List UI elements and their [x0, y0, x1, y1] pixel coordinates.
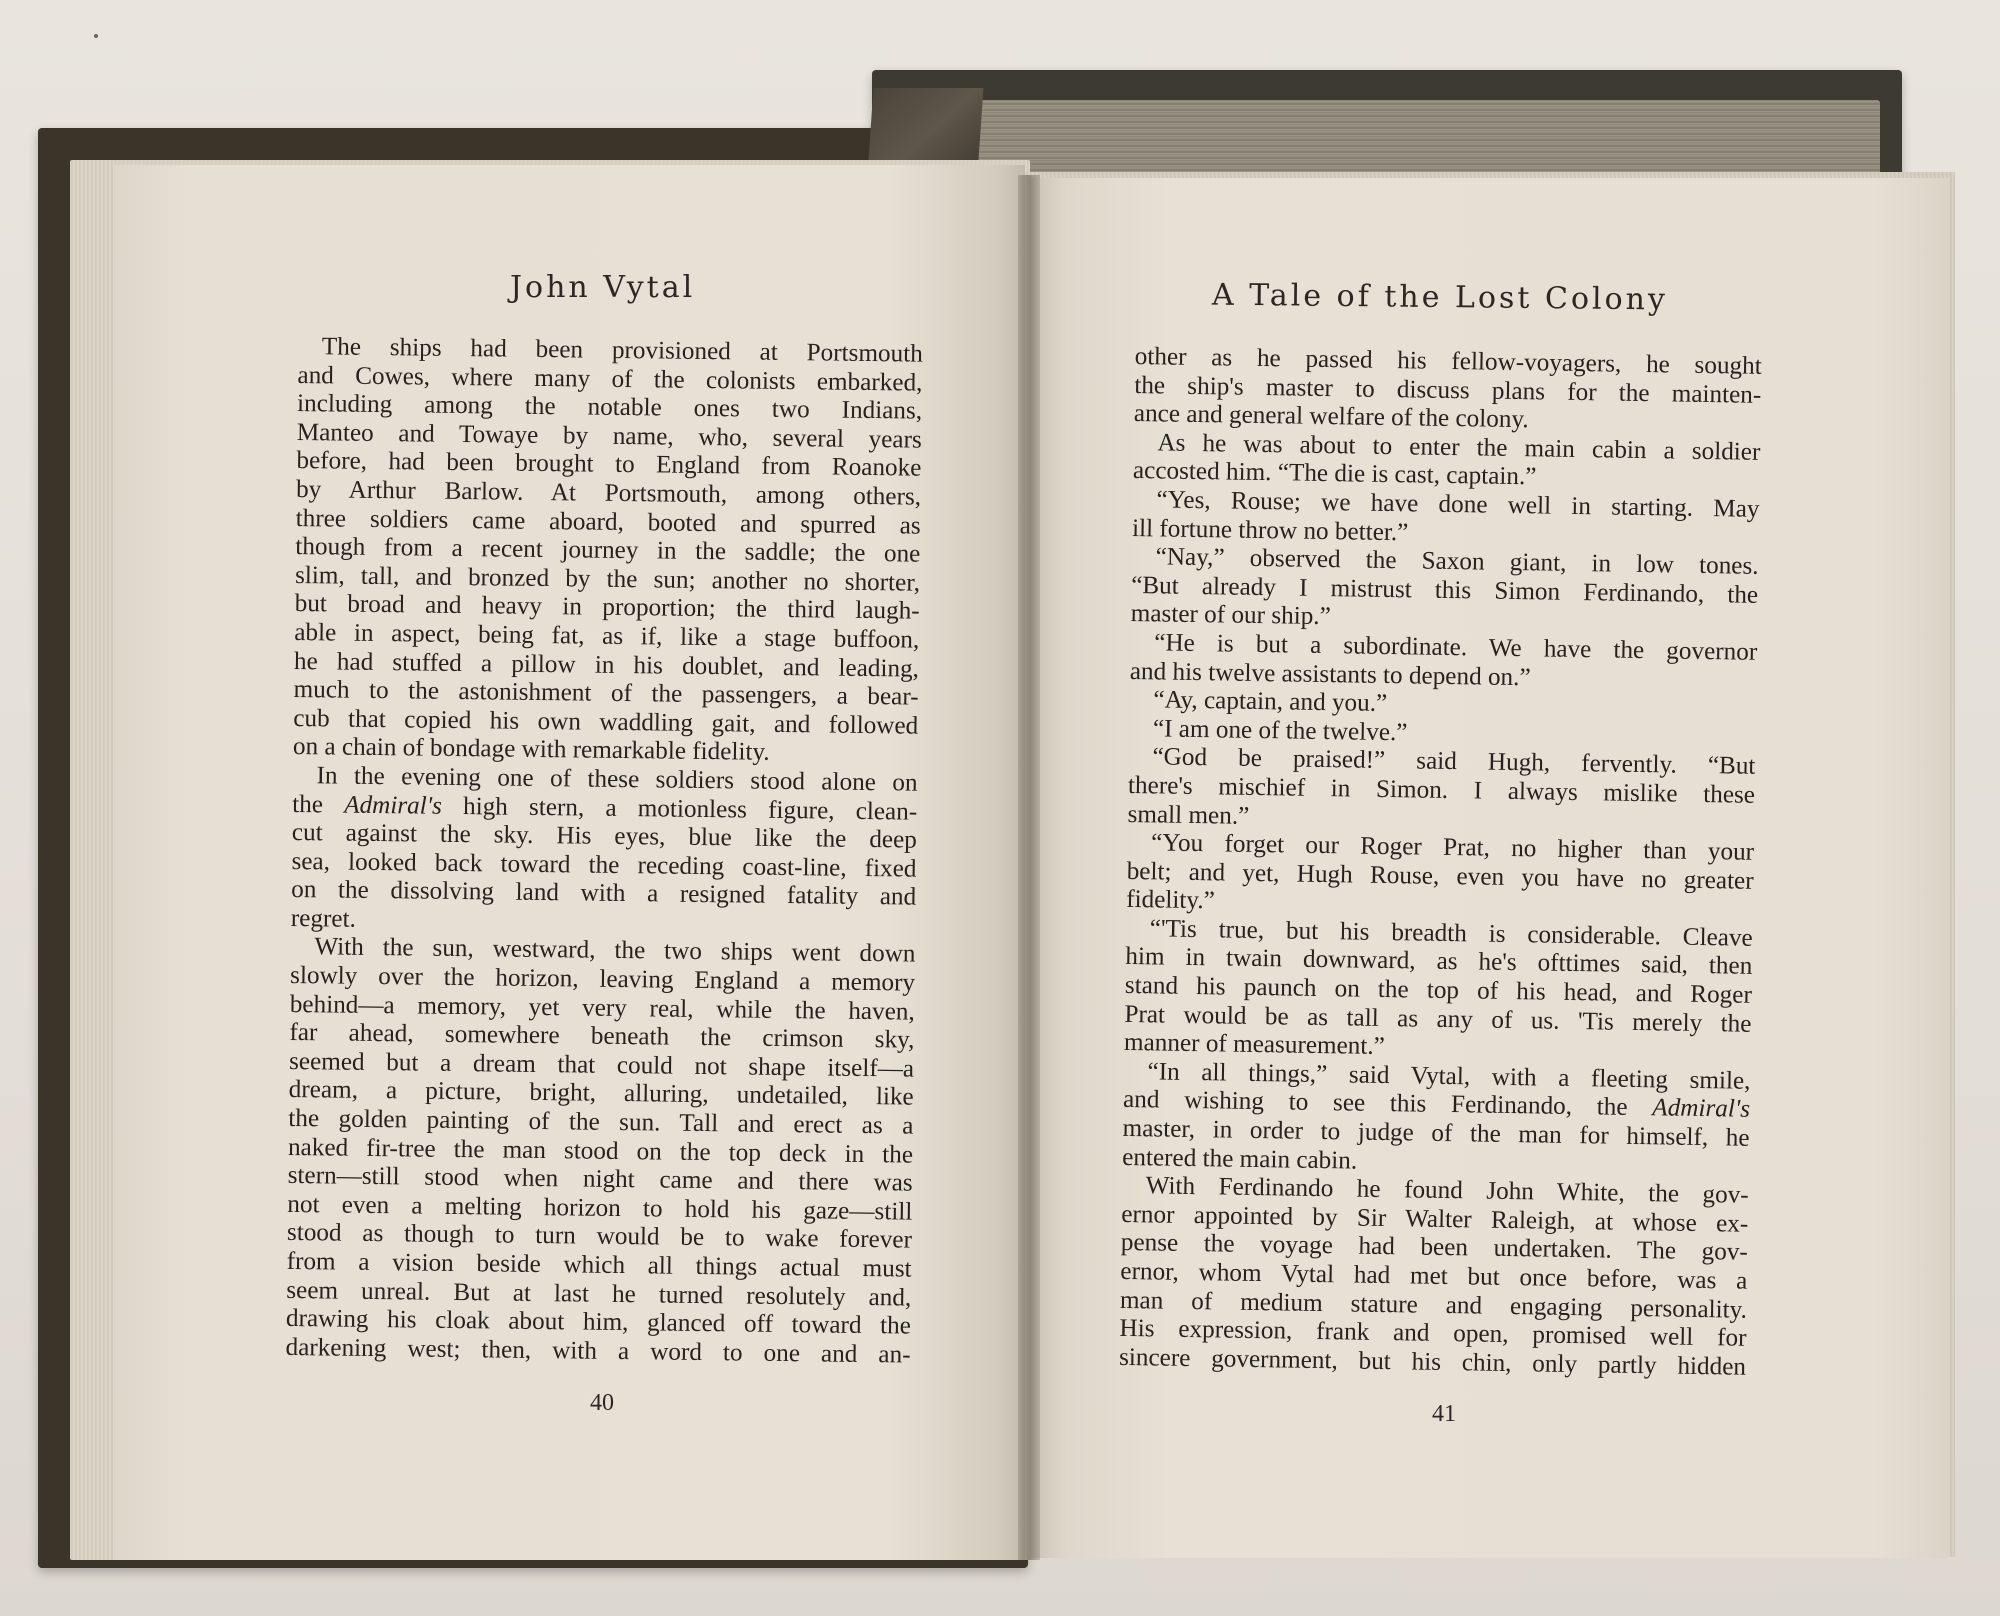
text-line: dream, a picture, bright, alluring, undetailed, like [288, 1076, 914, 1112]
text-line: cut against the sky. His eyes, blue like the deep [291, 819, 918, 854]
text-line: pense the voyage had been undertaken. The gov- [1120, 1229, 1748, 1267]
left-page-number: 40 [590, 1390, 614, 1416]
text-line: “He is but a subordinate. We have the governor [1154, 629, 1758, 666]
text-line: much to the astonishment of the passengers, a bear- [293, 676, 919, 711]
text-line: entered the main cabin. [1122, 1143, 1358, 1175]
text-line: naked fir-tree the man stood on the top deck in the [287, 1133, 914, 1169]
book-gutter [1018, 175, 1040, 1560]
text-line: manner of measurement.” [1123, 1029, 1386, 1061]
text-line: him in twain downward, as he's ofttimes said, then [1125, 943, 1753, 981]
text-line: but broad and heavy in proportion; the third laugh- [294, 590, 920, 625]
text-line-segment: and wishing to see this Ferdinando, the [1122, 1086, 1653, 1122]
text-line: darkening west; then, with a word to one and an- [285, 1333, 911, 1369]
text-line: fidelity.” [1126, 886, 1216, 915]
text-line: ill fortune throw no better.” [1131, 514, 1409, 546]
text-line: “In all things,” said Vytal, with a fleeting smile, [1147, 1058, 1751, 1095]
text-line: master of our ship.” [1130, 600, 1331, 631]
text-line: As he was about to enter the main cabin a soldier [1157, 429, 1761, 466]
text-line: “God be praised!” said Hugh, fervently. “But [1152, 743, 1756, 781]
text-line: slim, tall, and bronzed by the sun; another no shorter, [294, 561, 921, 597]
left-page-body [285, 333, 923, 1370]
text-line: slowly over the horizon, leaving England a memory [289, 962, 916, 997]
right-page-number: 41 [1432, 1401, 1456, 1427]
text-line: he had stuffed a pillow in his doublet, and leading, [293, 647, 920, 683]
text-line: master, in order to judge of the man for himself, he [1122, 1114, 1750, 1152]
right-running-head: A Tale of the Lost Colony [1211, 277, 1669, 318]
text-line: “Yes, Rouse; we have done well in starting. May [1156, 486, 1760, 523]
text-line: cub that copied his own waddling gait, and followed [293, 704, 919, 740]
table-speck [94, 34, 98, 38]
text-line: “You forget our Roger Prat, no higher than your [1150, 829, 1755, 866]
text-line: ernor, whom Vytal had met but once before, was a [1120, 1257, 1748, 1295]
text-line: seem unreal. But at last he turned resolutely and, [286, 1276, 912, 1312]
text-line: accosted him. “The die is cast, captain.” [1132, 457, 1537, 491]
right-page-body [1119, 343, 1762, 1382]
text-line: drawing his cloak about him, glanced off toward the [285, 1305, 912, 1340]
text-line: “Ay, captain, and you.” [1153, 686, 1388, 718]
text-line: belt; and yet, Hugh Rouse, even you have no greater [1126, 857, 1754, 895]
text-line: and his twelve assistants to depend on.” [1129, 657, 1531, 691]
text-line: the golden painting of the sun. Tall and erect as a [288, 1104, 914, 1140]
text-line: “'Tis true, but his breadth is considerable. Cleave [1149, 915, 1753, 952]
text-line: though from a recent journey in the saddle; the one [295, 533, 921, 568]
ship-name-italic: Admiral's [1652, 1094, 1751, 1124]
text-line: far ahead, somewhere beneath the crimson sky, [289, 1019, 915, 1054]
text-line: before, had been brought to England from Roanoke [296, 447, 922, 483]
left-running-head: John Vytal [510, 270, 696, 305]
text-line: Prat would be as tall as any of us. 'Tis merely the [1124, 1000, 1752, 1038]
text-line: other as he passed his fellow-voyagers, he sought [1134, 343, 1762, 380]
text-line: on a chain of bondage with remarkable fidelity. [292, 733, 770, 767]
text-line-segment: high stern, a motionless figure, clean- [441, 792, 918, 826]
text-line: able in aspect, being fat, as if, like a stage buffoon, [294, 618, 920, 654]
text-line: ernor appointed by Sir Walter Raleigh, at whose ex- [1121, 1200, 1749, 1238]
text-line: With Ferdinando he found John White, the gov- [1145, 1172, 1749, 1209]
text-line: With the sun, westward, the two ships went down [314, 933, 916, 969]
text-line: by Arthur Barlow. At Portsmouth, among others, [295, 475, 922, 511]
text-line: stand his paunch on the top of his head, and Roger [1124, 971, 1753, 1009]
text-line: man of medium stature and engaging personality. [1119, 1286, 1748, 1324]
text-line: three soldiers came aboard, booted and spurred as [295, 504, 921, 540]
text-line: the ship's master to discuss plans for the mainten- [1134, 371, 1762, 409]
text-line: there's mischief in Simon. I always mislike these [1127, 771, 1756, 809]
ship-name-italic: Admiral's [344, 791, 443, 820]
text-line: behind—a memory, yet very real, while the haven, [289, 990, 915, 1026]
text-line: sincere government, but his chin, only partly hidden [1118, 1343, 1747, 1381]
text-line: stood as though to turn would be to wake forever [286, 1219, 913, 1254]
text-line: “I am one of the twelve.” [1152, 715, 1408, 747]
text-line: The ships had been provisioned at Portsmouth [321, 333, 923, 368]
text-line: regret. [290, 904, 357, 933]
text-line: and Cowes, where many of the colonists embarked, [297, 361, 923, 397]
text-line-segment: the [292, 790, 345, 819]
text-line: stern—still stood when night came and there was [287, 1162, 913, 1197]
text-line: Manteo and Towaye by name, who, several years [296, 418, 922, 454]
text-line: His expression, frank and open, promised well for [1119, 1315, 1747, 1352]
text-line: small men.” [1127, 800, 1250, 830]
text-line: “Nay,” observed the Saxon giant, in low tones. [1155, 543, 1759, 580]
text-line: ance and general welfare of the colony. [1133, 400, 1529, 434]
text-line: not even a melting horizon to hold his gaze—still [287, 1190, 913, 1226]
text-line: “But already I mistrust this Simon Ferdinando, the [1130, 571, 1759, 609]
text-line: In the evening one of these soldiers stood alone on [316, 762, 918, 797]
text-line: seemed but a dream that could not shape itself—a [288, 1047, 915, 1083]
text-line: from a vision beside which all things actual must [286, 1247, 912, 1283]
text-line: on the dissolving land with a resigned fatality and [291, 876, 917, 911]
text-line: sea, looked back toward the receding coast-line, fixed [291, 847, 917, 883]
text-line: including among the notable ones two Indians, [296, 390, 923, 425]
